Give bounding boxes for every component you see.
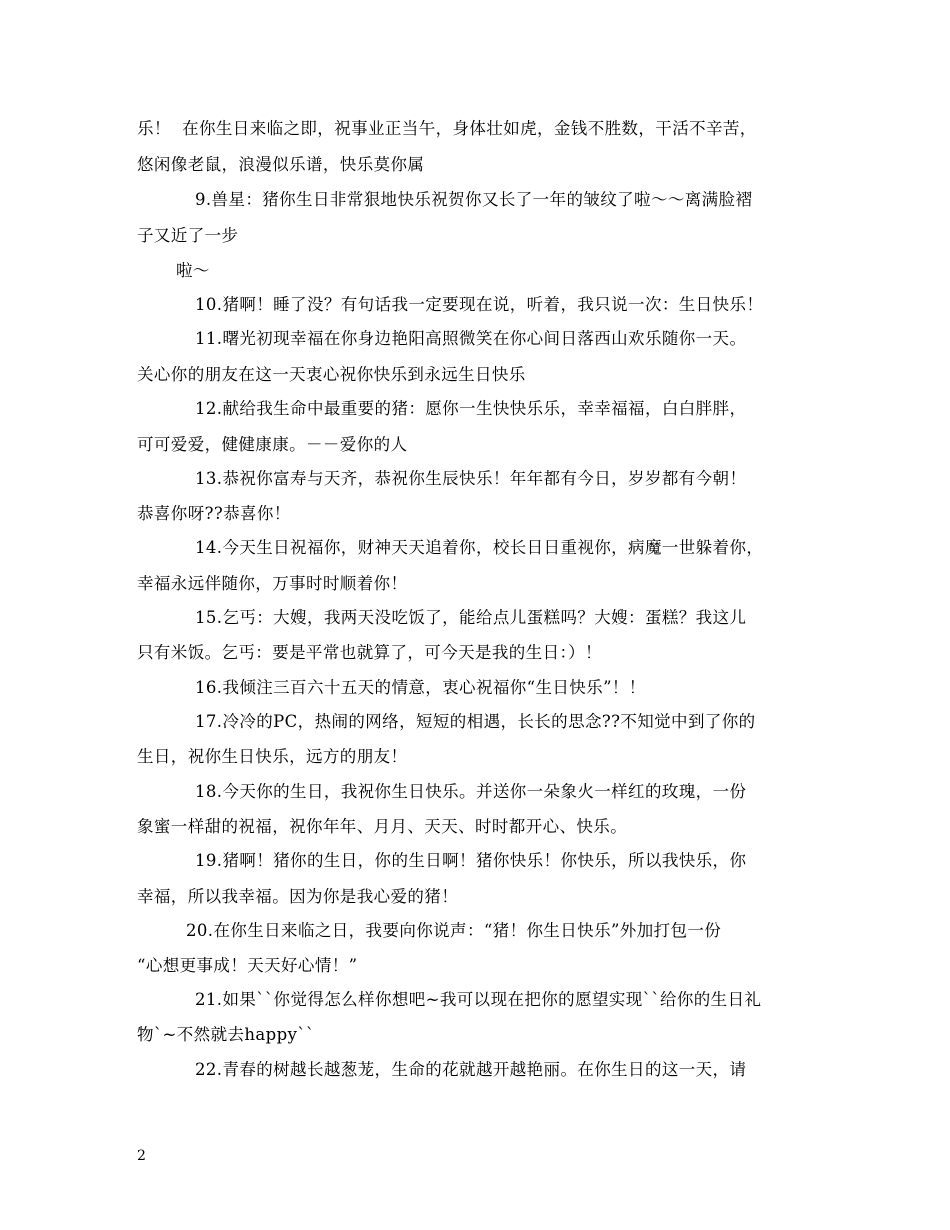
text-line: 子又近了一步 [137,226,239,245]
text-line: 21.如果``你觉得怎么样你想吧~我可以现在把你的愿望实现``给你的生日礼 [195,990,762,1009]
text-line: 15.乞丐：大嫂，我两天没吃饭了，能给点儿蛋糕吗？大嫂：蛋糕？我这儿 [195,608,747,627]
text-line: 18.今天你的生日，我祝你生日快乐。并送你一朵象火一样红的玫瑰，一份 [195,782,747,801]
text-line: 9.兽星：猪你生日非常狠地快乐祝贺你又长了一年的皱纹了啦～～离满脸褶 [195,190,753,209]
text-line: 生日，祝你生日快乐，远方的朋友！ [137,747,408,766]
text-line: 只有米饭。乞丐：要是平常也就算了，可今天是我的生日：）！ [137,643,602,662]
text-line: 恭喜你呀??恭喜你！ [137,504,291,523]
text-line: 20.在你生日来临之日，我要向你说声：“猪！你生日快乐”外加打包一份 [186,921,722,940]
text-line: 关心你的朋友在这一天衷心祝你快乐到永远生日快乐 [137,365,526,384]
text-line: 22.青春的树越长越葱茏，生命的花就越开越艳丽。在你生日的这一天，请 [195,1060,747,1079]
text-line: 悠闲像老鼠，浪漫似乐谱，快乐莫你属 [137,155,425,174]
text-line: 11.曙光初现幸福在你身边艳阳高照微笑在你心间日落西山欢乐随你一天。 [195,329,747,348]
text-line: 可可爱爱，健健康康。－－爱你的人 [137,435,408,454]
text-line: 幸福，所以我幸福。因为你是我心爱的猪！ [137,887,459,906]
text-line: 10.猪啊！睡了没？有句话我一定要现在说，听着，我只说一次：生日快乐！ [195,295,764,314]
text-line: 物`~不然就去happy`` [137,1025,315,1044]
text-line: 13.恭祝你富寿与天齐，恭祝你生辰快乐！年年都有今日，岁岁都有今朝！ [195,469,747,488]
text-line: 啦～ [176,261,210,280]
text-line: 乐！ 在你生日来临之即，祝事业正当午，身体壮如虎，金钱不胜数，干活不辛苦， [137,119,757,138]
page-number: 2 [137,1148,146,1164]
text-line: 象蜜一样甜的祝福，祝你年年、月月、天天、时时都开心、快乐。 [137,817,628,836]
text-line: 19.猪啊！猪你的生日，你的生日啊！猪你快乐！你快乐，所以我快乐，你 [195,851,747,870]
text-line: “心想更事成！天天好心情！” [137,956,358,975]
text-line: 幸福永远伴随你，万事时时顺着你！ [137,574,408,593]
text-line: 14.今天生日祝福你，财神天天追着你，校长日日重视你，病魔一世躲着你， [195,538,764,557]
text-line: 16.我倾注三百六十五天的情意，衷心祝福你“生日快乐”！！ [195,678,646,697]
text-line: 17.冷冷的PC，热闹的网络，短短的相遇，长长的思念??不知觉中到了你的 [195,712,756,731]
text-line: 12.献给我生命中最重要的猪：愿你一生快快乐乐，幸幸福福，白白胖胖， [195,399,747,418]
